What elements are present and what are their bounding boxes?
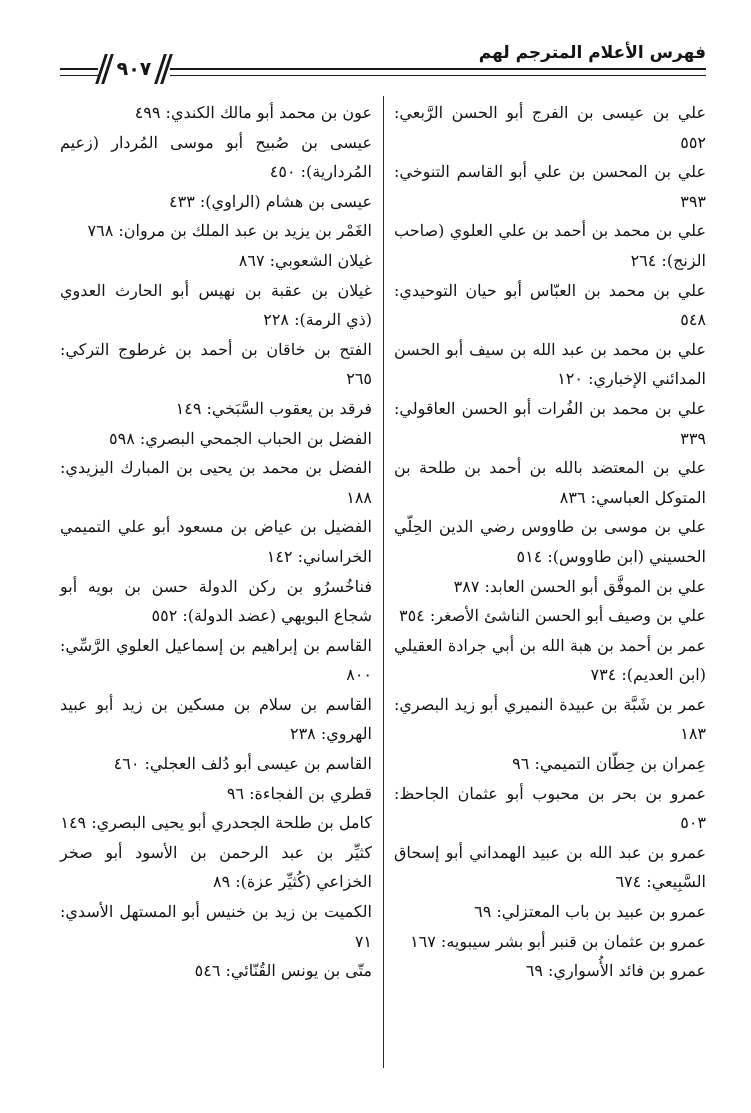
index-entry: قطري بن الفجاءة: ٩٦: [226, 783, 372, 803]
index-entry: علي بن موسى بن طاووس رضي الدين الحِلّي الحسيني (ابن طاووس): ٥١٤: [394, 517, 706, 566]
column-divider: [383, 96, 384, 1068]
index-entry: فناخُسرُو بن ركن الدولة حسن بن بويه أبو شجاع البويهي (عضد الدولة): ٥٥٢: [60, 576, 372, 626]
page-number-box: [98, 56, 170, 82]
index-entry: كثيِّر بن عبد الرحمن بن الأسود أبو صخر الخزاعي (كُثيِّر عزة): ٨٩: [60, 842, 372, 892]
index-entry: القاسم بن عيسى أبو دُلف العجلي: ٤٦٠: [113, 754, 372, 774]
index-entry: كامل بن طلحة الجحدري أبو يحيى البصري: ١٤٩: [60, 813, 372, 833]
page-number: ٩٠٧: [116, 58, 152, 80]
index-entry: علي بن محمد بن الفُرات أبو الحسن العاقولي: ٣٣٩: [394, 398, 706, 448]
index-entry: علي بن المعتضد بالله بن أحمد بن طلحة بن المتوكل العباسي: ٨٣٦: [394, 458, 706, 507]
index-entry: عيسى بن هشام (الراوي): ٤٣٣: [169, 191, 372, 211]
index-entry: علي بن محمد بن عبد الله بن سيف أبو الحسن المدائني الإخباري: ١٢٠: [394, 339, 706, 389]
index-entry: القاسم بن إبراهيم بن إسماعيل العلوي الرَّسِّي: ٨٠٠: [60, 635, 372, 685]
right-column: [394, 98, 706, 986]
index-entry: غيلان الشعوبي: ٨٦٧: [238, 250, 372, 270]
index-entry: الفضل بن محمد بن يحيى بن المبارك اليزيدي: ١٨٨: [60, 458, 372, 507]
index-entry: عون بن محمد أبو مالك الكندي: ٤٩٩: [134, 103, 372, 122]
running-title: فهرس الأعلام المترجم لهم: [478, 43, 706, 63]
index-entry: علي بن المحسن بن علي أبو القاسم التنوخي: ٣٩٣: [394, 162, 706, 211]
index-entry: عيسى بن صُبيح أبو موسى المُردار (زعيم المُردارية): ٤٥٠: [60, 132, 372, 182]
index-entry: الكميت بن زيد بن خنيس أبو المستهل الأسدي: ٧١: [60, 902, 372, 951]
index-entry: عمرو بن عبيد بن باب المعتزلي: ٦٩: [474, 902, 706, 922]
index-entry: عِمران بن حِطّان التميمي: ٩٦: [512, 754, 706, 774]
index-entry: الغَمْر بن يزيد بن عبد الملك بن مروان: ٧٦٨: [87, 221, 372, 241]
index-entry: علي بن الموفَّق أبو الحسن العابد: ٣٨٧: [453, 576, 706, 596]
index-entry: الفضيل بن عياض بن مسعود أبو علي التميمي الخراساني: ١٤٢: [60, 517, 372, 566]
index-entry: غيلان بن عقبة بن نهيس أبو الحارث العدوي (ذي الرمة): ٢٢٨: [60, 280, 372, 330]
left-column: [60, 98, 372, 986]
index-entry: علي بن محمد بن أحمد بن علي العلوي (صاحب الزنج): ٢٦٤: [394, 221, 706, 270]
page-header: [60, 38, 706, 90]
index-columns: [60, 98, 706, 1078]
index-entry: عمرو بن عبد الله بن عبيد الهمداني أبو إسحاق السَّبِيعي: ٦٧٤: [394, 842, 706, 892]
index-entry: متّى بن يونس القُنّائي: ٥٤٦: [194, 961, 372, 981]
index-entry: الفتح بن خاقان بن أحمد بن غرطوج التركي: ٢٦٥: [60, 339, 372, 389]
index-entry: عمرو بن عثمان بن قنبر أبو بشر سيبويه: ١٦٧: [410, 931, 706, 951]
index-entry: عمرو بن بحر بن محبوب أبو عثمان الجاحظ: ٥٠٣: [394, 783, 706, 833]
index-entry: علي بن عيسى بن الفرج أبو الحسن الرَّبعي: ٥٥٢: [394, 103, 706, 152]
index-entry: الفضل بن الحباب الجمحي البصري: ٥٩٨: [109, 428, 372, 448]
index-entry: علي بن وصيف أبو الحسن الناشئ الأصغر: ٣٥٤: [398, 606, 706, 626]
index-entry: عمر بن شَبَّة بن عبيدة النميري أبو زيد البصري: ١٨٣: [394, 694, 706, 744]
index-entry: علي بن محمد بن العبّاس أبو حيان التوحيدي: ٥٤٨: [394, 280, 706, 330]
index-entry: عمرو بن فائد الأُسواري: ٦٩: [525, 961, 706, 981]
index-entry: القاسم بن سلام بن مسكين بن زيد أبو عبيد الهروي: ٢٣٨: [60, 694, 372, 744]
index-entry: عمر بن أحمد بن هبة الله بن أبي جرادة العقيلي (ابن العديم): ٧٣٤: [394, 635, 706, 685]
index-entry: فرقد بن يعقوب السَّبَخي: ١٤٩: [175, 398, 372, 418]
